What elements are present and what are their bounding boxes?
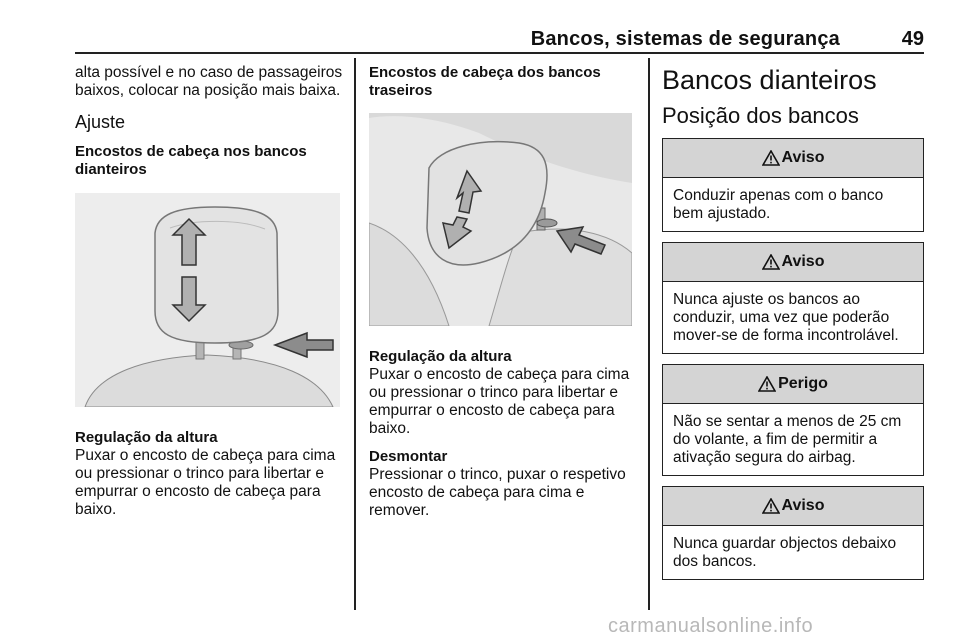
danger-label: Perigo bbox=[778, 375, 828, 392]
rear-headrest-figure bbox=[369, 113, 632, 326]
rear-height-heading: Regulação da altura bbox=[369, 348, 512, 365]
column-divider-1 bbox=[354, 58, 356, 610]
warning-triangle-icon bbox=[762, 498, 780, 514]
section-subtitle: Posição dos bancos bbox=[662, 103, 859, 128]
warning-box-header bbox=[663, 487, 923, 526]
warning-triangle-icon bbox=[758, 376, 776, 392]
front-headrest-figure bbox=[75, 193, 340, 407]
warning-box bbox=[662, 486, 924, 580]
warning-label: Aviso bbox=[781, 253, 825, 270]
danger-text: Não se sentar a menos de 25 cm do volante, a fim de permitir a ativação segura do airbag. bbox=[673, 413, 902, 466]
front-headrest-illustration bbox=[75, 193, 340, 407]
warning-text: Conduzir apenas com o banco bem ajustado. bbox=[673, 187, 884, 222]
front-headrest-heading: Encostos de cabeça nos bancos dianteiros bbox=[75, 143, 307, 178]
section-title: Bancos dianteiros bbox=[662, 65, 877, 95]
column-left bbox=[75, 64, 343, 519]
warning-box-header bbox=[663, 243, 923, 282]
danger-box bbox=[662, 364, 924, 476]
danger-box-header bbox=[663, 365, 923, 404]
header-rule bbox=[75, 52, 924, 54]
warning-text: Nunca ajuste os bancos ao conduzir, uma vez que poderão mover-se de forma incontrolável. bbox=[673, 291, 899, 344]
warning-box bbox=[662, 242, 924, 354]
section-heading-ajuste: Ajuste bbox=[75, 112, 126, 132]
rear-headrest-heading: Encostos de cabeça dos bancos traseiros bbox=[369, 64, 601, 99]
front-height-heading: Regulação da altura bbox=[75, 429, 218, 446]
rear-headrest-illustration bbox=[369, 113, 632, 326]
watermark: carmanualsonline.info bbox=[608, 615, 814, 637]
rear-height-text: Puxar o encosto de cabeça para cima ou pressionar o trinco para libertar e empurrar o encosto de cabeça para baixo. bbox=[369, 366, 630, 437]
warning-box bbox=[662, 138, 924, 232]
warning-box-header bbox=[663, 139, 923, 178]
page-number: 49 bbox=[901, 28, 924, 50]
warning-triangle-icon bbox=[762, 254, 780, 270]
remove-text: Pressionar o trinco, puxar o respetivo encosto de cabeça para cima e remover. bbox=[369, 466, 626, 519]
intro-text: alta possível e no caso de passageiros baixos, colocar na posição mais baixa. bbox=[75, 64, 343, 99]
warning-label: Aviso bbox=[781, 149, 825, 166]
remove-heading: Desmontar bbox=[369, 448, 448, 465]
warning-label: Aviso bbox=[781, 497, 825, 514]
column-middle bbox=[369, 64, 635, 520]
page-header-title: Bancos, sistemas de segurança bbox=[530, 28, 840, 50]
column-divider-2 bbox=[648, 58, 650, 610]
warning-triangle-icon bbox=[762, 150, 780, 166]
column-right bbox=[662, 64, 924, 590]
front-height-text: Puxar o encosto de cabeça para cima ou pressionar o trinco para libertar e empurrar o encosto de cabeça para baixo. bbox=[75, 447, 336, 518]
warning-text: Nunca guardar objectos debaixo dos bancos. bbox=[673, 535, 897, 570]
